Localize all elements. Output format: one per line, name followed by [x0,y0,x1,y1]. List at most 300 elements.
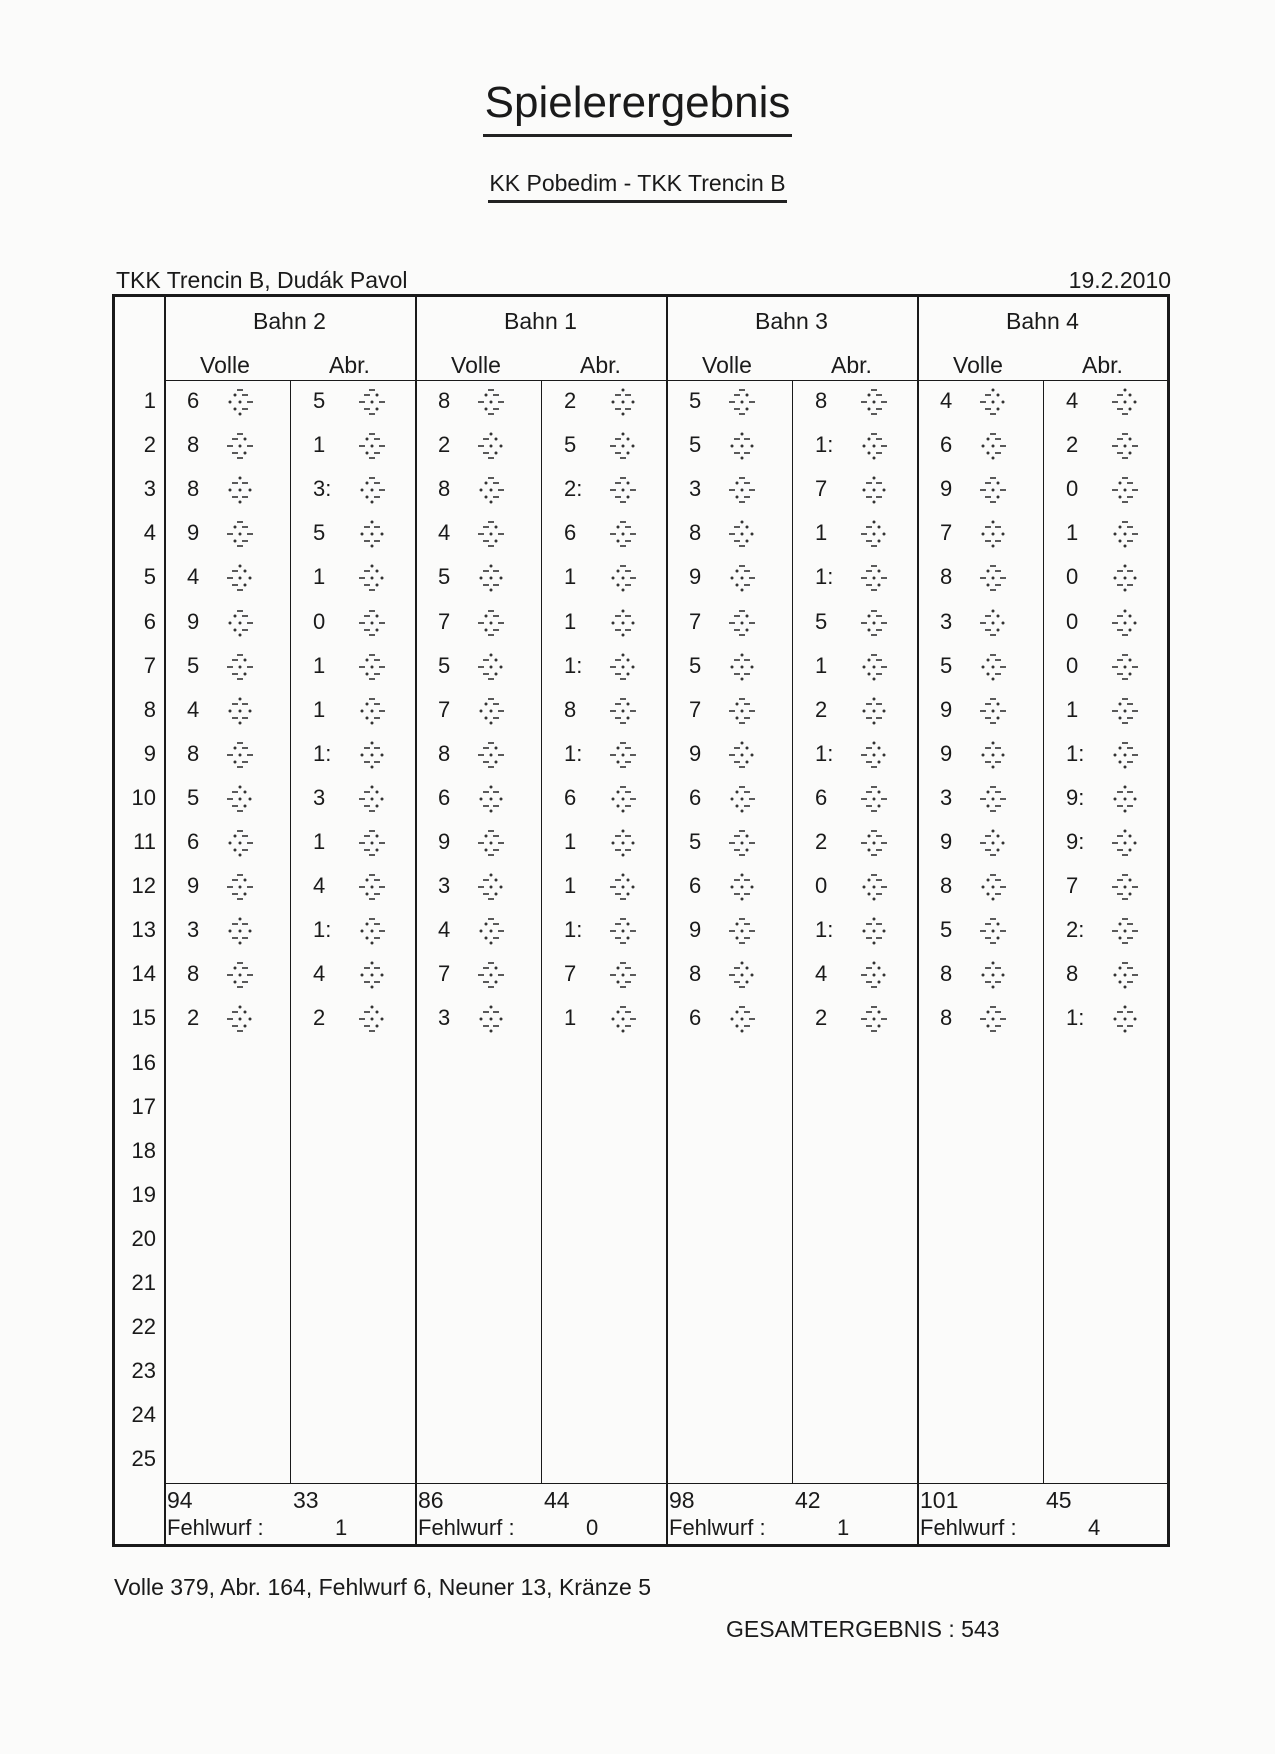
volle-value: 7 [438,608,451,634]
fehlwurf-value: 0 [586,1515,599,1540]
volle-value: 3 [187,917,200,943]
pin-diagram-icon [1108,960,1142,995]
abr-value: 1 [313,696,326,722]
abr-value: 7 [1066,873,1079,899]
volle-value: 3 [940,608,953,634]
sum-volle: 98 [669,1487,695,1513]
player-name: TKK Trencin B, Dudák Pavol [116,267,408,293]
pin-diagram-icon [976,916,1010,951]
abr-value: 5 [564,432,577,458]
pin-diagram-icon [976,784,1010,819]
pin-diagram-icon [725,784,759,819]
abr-value: 2 [815,829,828,854]
volle-value: 8 [187,961,200,987]
header-underline [416,380,666,381]
pin-diagram-icon [725,475,759,510]
pin-diagram-icon [976,740,1010,775]
volle-value: 7 [689,696,702,722]
pin-diagram-icon [223,431,257,466]
volle-value: 6 [940,432,953,458]
row-number: 24 [131,1402,156,1428]
volle-value: 6 [187,829,200,854]
page-title: Spielerergebnis [0,74,1275,137]
volle-value: 4 [940,388,953,413]
col-volle: Volle [200,352,250,378]
abr-value: 2 [313,1005,326,1031]
pin-diagram-icon [474,696,508,731]
pin-diagram-icon [474,784,508,819]
row-number: 9 [143,740,156,766]
volle-value: 9 [187,873,200,899]
pin-diagram-icon [474,828,508,863]
row-number: 22 [131,1314,156,1340]
volle-value: 4 [187,696,200,722]
volle-value: 8 [689,961,702,987]
pin-diagram-icon [857,1004,891,1039]
volle-abr-divider [1043,380,1044,1483]
row-number: 17 [131,1093,156,1119]
sum-volle: 94 [167,1487,193,1513]
volle-value: 5 [689,829,702,854]
volle-value: 8 [438,476,451,502]
sum-abr: 33 [293,1487,319,1513]
pin-diagram-icon [725,519,759,554]
abr-value: 1 [815,652,828,678]
abr-value: 3 [313,784,326,810]
volle-value: 3 [438,873,451,899]
pin-diagram-icon [1108,519,1142,554]
fehlwurf-value: 1 [837,1515,850,1540]
pin-diagram-icon [857,652,891,687]
col-volle: Volle [953,352,1003,378]
fehlwurf-value: 4 [1088,1515,1101,1540]
volle-value: 8 [940,564,953,590]
pin-diagram-icon [474,916,508,951]
pin-diagram-icon [1108,916,1142,951]
pin-diagram-icon [857,387,891,422]
pin-diagram-icon [1108,696,1142,731]
volle-value: 8 [940,873,953,899]
volle-value: 7 [438,696,451,722]
abr-value: 2 [1066,432,1079,458]
volle-value: 5 [689,388,702,413]
pin-diagram-icon [355,563,389,598]
volle-value: 7 [940,520,953,546]
pin-diagram-icon [355,608,389,643]
pin-diagram-icon [1108,563,1142,598]
pin-diagram-icon [606,828,640,863]
abr-value: 2: [564,476,583,502]
abr-value: 1 [564,1005,577,1031]
pin-diagram-icon [1108,652,1142,687]
pin-diagram-icon [857,431,891,466]
volle-value: 5 [438,652,451,678]
pin-diagram-icon [725,1004,759,1039]
pin-diagram-icon [857,696,891,731]
pin-diagram-icon [725,387,759,422]
volle-abr-divider [541,380,542,1483]
row-number: 25 [131,1446,156,1472]
row-number: 6 [143,608,156,634]
pin-diagram-icon [857,519,891,554]
sum-volle: 86 [418,1487,444,1513]
pin-diagram-icon [223,960,257,995]
volle-value: 9 [689,564,702,590]
pin-diagram-icon [976,872,1010,907]
footer-line [416,1483,666,1484]
sum-abr: 42 [795,1487,821,1513]
pin-diagram-icon [725,740,759,775]
volle-value: 2 [187,1005,200,1031]
volle-value: 5 [940,652,953,678]
footer-line [667,1483,917,1484]
abr-value: 1 [313,564,326,590]
abr-value: 1: [564,917,583,943]
footer-line [918,1483,1168,1484]
volle-value: 9 [187,608,200,634]
row-number: 10 [131,784,156,810]
header-underline [918,380,1168,381]
abr-value: 1 [564,564,577,590]
volle-value: 8 [187,432,200,458]
abr-value: 1 [815,520,828,546]
abr-value: 1 [1066,696,1079,722]
pin-diagram-icon [1108,784,1142,819]
sum-abr: 44 [544,1487,570,1513]
bahn-divider [666,294,668,1547]
pin-diagram-icon [725,872,759,907]
row-number: 2 [143,432,156,458]
volle-value: 3 [940,784,953,810]
pin-diagram-icon [857,872,891,907]
pin-diagram-icon [355,960,389,995]
pin-diagram-icon [606,563,640,598]
volle-value: 2 [438,432,451,458]
abr-value: 7 [815,476,828,502]
volle-abr-divider [792,380,793,1483]
abr-value: 3: [313,476,332,502]
pin-diagram-icon [725,652,759,687]
pin-diagram-icon [606,608,640,643]
match-date: 19.2.2010 [1068,267,1171,293]
abr-value: 2 [815,696,828,722]
volle-value: 8 [438,740,451,766]
pin-diagram-icon [606,960,640,995]
abr-value: 6 [564,520,577,546]
pin-diagram-icon [474,563,508,598]
volle-value: 9 [689,917,702,943]
pin-diagram-icon [474,387,508,422]
volle-value: 8 [940,1005,953,1031]
pin-diagram-icon [606,519,640,554]
abr-value: 1: [313,740,332,766]
pin-diagram-icon [976,828,1010,863]
col-volle: Volle [451,352,501,378]
pin-diagram-icon [355,784,389,819]
volle-value: 6 [689,784,702,810]
abr-value: 1 [313,432,326,458]
volle-value: 9 [438,829,451,854]
pin-diagram-icon [606,475,640,510]
pin-diagram-icon [474,872,508,907]
pin-diagram-icon [725,960,759,995]
pin-diagram-icon [474,608,508,643]
col-volle: Volle [702,352,752,378]
volle-value: 3 [689,476,702,502]
pin-diagram-icon [606,431,640,466]
pin-diagram-icon [474,431,508,466]
pin-diagram-icon [1108,387,1142,422]
abr-value: 2: [1066,917,1085,943]
row-number: 8 [143,696,156,722]
abr-value: 9: [1066,829,1085,854]
fehlwurf-label: Fehlwurf : [418,1515,515,1540]
abr-value: 0 [313,608,326,634]
pin-diagram-icon [976,608,1010,643]
pin-diagram-icon [857,563,891,598]
pin-diagram-icon [606,872,640,907]
abr-value: 5 [815,608,828,634]
abr-value: 1: [815,432,834,458]
volle-value: 4 [438,917,451,943]
pin-diagram-icon [725,828,759,863]
abr-value: 0 [1066,652,1079,678]
abr-value: 6 [815,784,828,810]
pin-diagram-icon [976,1004,1010,1039]
pin-diagram-icon [857,784,891,819]
row-number: 12 [131,873,156,899]
row-number: 1 [143,388,156,413]
pin-diagram-icon [857,828,891,863]
pin-diagram-icon [474,960,508,995]
pin-diagram-icon [223,563,257,598]
volle-value: 5 [940,917,953,943]
volle-value: 9 [940,476,953,502]
pin-diagram-icon [223,652,257,687]
pin-diagram-icon [223,519,257,554]
pin-diagram-icon [223,828,257,863]
col-abr: Abr. [580,352,621,378]
row-number: 14 [131,961,156,987]
abr-value: 1: [815,740,834,766]
row-number: 19 [131,1181,156,1207]
abr-value: 1: [815,917,834,943]
sum-abr: 45 [1046,1487,1072,1513]
abr-value: 5 [313,520,326,546]
volle-value: 8 [689,520,702,546]
pin-diagram-icon [223,696,257,731]
pin-diagram-icon [223,872,257,907]
volle-value: 5 [187,652,200,678]
bahn-divider [415,294,417,1547]
row-number: 7 [143,652,156,678]
pin-diagram-icon [725,608,759,643]
abr-value: 2 [815,1005,828,1031]
volle-value: 5 [689,652,702,678]
col-abr: Abr. [831,352,872,378]
pin-diagram-icon [606,652,640,687]
fehlwurf-label: Fehlwurf : [669,1515,766,1540]
row-number: 21 [131,1270,156,1295]
volle-value: 3 [438,1005,451,1031]
pin-diagram-icon [474,1004,508,1039]
abr-value: 1 [564,829,577,854]
pin-diagram-icon [474,475,508,510]
pin-diagram-icon [355,696,389,731]
pin-diagram-icon [857,740,891,775]
abr-value: 1 [564,873,577,899]
abr-value: 1: [815,564,834,590]
abr-value: 1: [564,740,583,766]
pin-diagram-icon [976,696,1010,731]
pin-diagram-icon [725,431,759,466]
bahn-label: Bahn 3 [755,308,828,334]
volle-value: 8 [438,388,451,413]
volle-abr-divider [290,380,291,1483]
abr-value: 1: [1066,1005,1085,1031]
pin-diagram-icon [857,916,891,951]
pin-diagram-icon [355,828,389,863]
pin-diagram-icon [474,519,508,554]
bahn-label: Bahn 2 [253,308,326,334]
col-abr: Abr. [1082,352,1123,378]
pin-diagram-icon [976,960,1010,995]
volle-value: 5 [438,564,451,590]
fehlwurf-label: Fehlwurf : [920,1515,1017,1540]
pin-diagram-icon [223,475,257,510]
volle-value: 7 [438,961,451,987]
row-number: 15 [131,1005,156,1031]
abr-value: 1 [564,608,577,634]
volle-value: 6 [187,388,200,413]
volle-value: 6 [689,1005,702,1031]
abr-value: 1: [564,652,583,678]
pin-diagram-icon [355,1004,389,1039]
pin-diagram-icon [1108,608,1142,643]
pin-diagram-icon [1108,431,1142,466]
pin-diagram-icon [355,916,389,951]
pin-diagram-icon [223,916,257,951]
bahn-label: Bahn 1 [504,308,577,334]
pin-diagram-icon [355,387,389,422]
abr-value: 1 [313,829,326,854]
volle-value: 9 [187,520,200,546]
pin-diagram-icon [355,431,389,466]
volle-value: 8 [187,476,200,502]
pin-diagram-icon [1108,475,1142,510]
abr-value: 5 [313,388,326,413]
header-underline [667,380,917,381]
pin-diagram-icon [976,563,1010,598]
bahn-divider [917,294,919,1547]
pin-diagram-icon [1108,872,1142,907]
row-number: 16 [131,1049,156,1075]
abr-value: 7 [564,961,577,987]
pin-diagram-icon [355,872,389,907]
row-number: 13 [131,917,156,943]
row-number: 23 [131,1358,156,1384]
volle-value: 8 [940,961,953,987]
pin-diagram-icon [606,696,640,731]
row-number: 20 [131,1225,156,1251]
abr-value: 8 [815,388,828,413]
abr-value: 0 [1066,564,1079,590]
pin-diagram-icon [1108,740,1142,775]
abr-value: 4 [1066,388,1079,413]
row-number-divider [164,294,166,1547]
volle-value: 9 [940,829,953,854]
volle-value: 7 [689,608,702,634]
volle-value: 4 [187,564,200,590]
row-number: 5 [143,564,156,590]
col-abr: Abr. [329,352,370,378]
pin-diagram-icon [976,475,1010,510]
pin-diagram-icon [1108,828,1142,863]
volle-value: 5 [689,432,702,458]
abr-value: 9: [1066,784,1085,810]
pin-diagram-icon [606,387,640,422]
volle-value: 8 [187,740,200,766]
abr-value: 0 [1066,608,1079,634]
volle-value: 9 [940,740,953,766]
pin-diagram-icon [223,784,257,819]
total-score: GESAMTERGEBNIS : 543 [726,1616,1000,1642]
pin-diagram-icon [606,740,640,775]
row-number: 18 [131,1137,156,1163]
row-number: 11 [133,829,156,854]
abr-value: 1 [313,652,326,678]
abr-value: 2 [564,388,577,413]
abr-value: 1: [1066,740,1085,766]
footer-line [165,1483,415,1484]
pin-diagram-icon [606,784,640,819]
volle-value: 4 [438,520,451,546]
pin-diagram-icon [223,740,257,775]
pin-diagram-icon [857,960,891,995]
match-title: KK Pobedim - TKK Trencin B [0,168,1275,203]
summary-line: Volle 379, Abr. 164, Fehlwurf 6, Neuner 13, Kränze 5 [114,1574,652,1600]
pin-diagram-icon [474,740,508,775]
abr-value: 0 [1066,476,1079,502]
bahn-label: Bahn 4 [1006,308,1079,334]
pin-diagram-icon [474,652,508,687]
abr-value: 1 [1066,520,1079,546]
abr-value: 4 [313,961,326,987]
pin-diagram-icon [976,431,1010,466]
pin-diagram-icon [725,916,759,951]
score-table [112,294,1170,1547]
abr-value: 4 [313,873,326,899]
pin-diagram-icon [725,563,759,598]
pin-diagram-icon [725,696,759,731]
volle-value: 6 [438,784,451,810]
pin-diagram-icon [355,740,389,775]
pin-diagram-icon [857,475,891,510]
pin-diagram-icon [976,387,1010,422]
volle-value: 9 [940,696,953,722]
pin-diagram-icon [355,475,389,510]
pin-diagram-icon [976,652,1010,687]
pin-diagram-icon [355,652,389,687]
abr-value: 6 [564,784,577,810]
row-number: 4 [143,520,156,546]
pin-diagram-icon [976,519,1010,554]
volle-value: 9 [689,740,702,766]
volle-value: 6 [689,873,702,899]
abr-value: 1: [313,917,332,943]
pin-diagram-icon [606,1004,640,1039]
pin-diagram-icon [223,387,257,422]
